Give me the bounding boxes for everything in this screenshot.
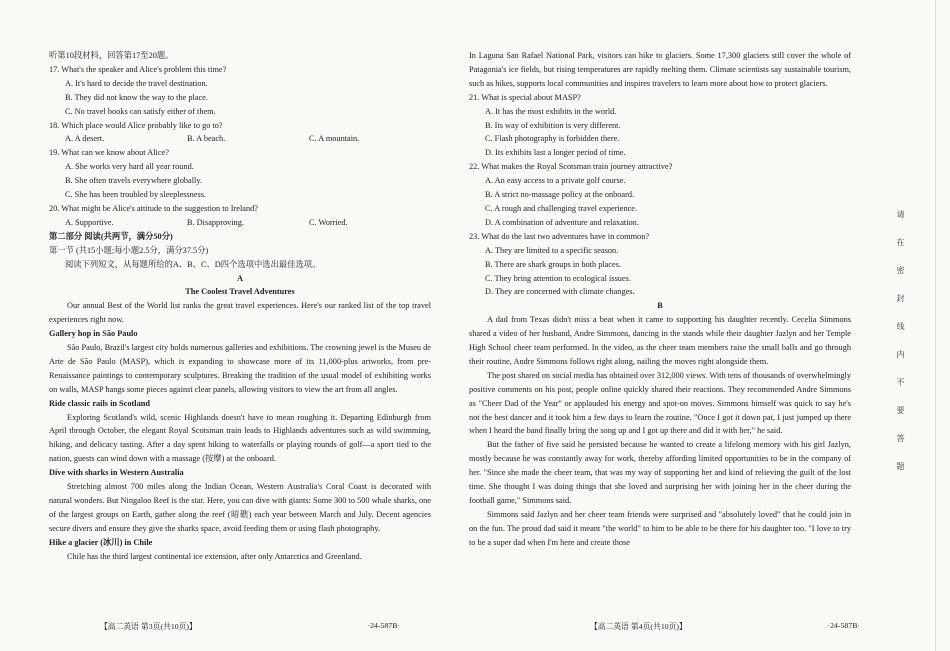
q18-options <box>49 132 431 146</box>
question-20: 20. What might be Alice's attitude to the suggestion to Ireland? <box>49 203 258 213</box>
q22-option-c: C. A rough and challenging travel experience. <box>485 203 638 213</box>
section-heading-scotland: Ride classic rails in Scotland <box>49 398 150 408</box>
question-18: 18. Which place would Alice probably like to go to? <box>49 120 223 130</box>
seal-line-note: 请在密封线内不要答题 <box>896 210 905 490</box>
q23-option-d: D. They are concerned with climate changes. <box>485 287 635 297</box>
passage-a-title: The Coolest Travel Adventures <box>185 287 295 297</box>
passage-b-paragraph-3: But the father of five said he persisted because he wanted to create a lifelong memory with his girl Jazlyn, mostly because he was constantly away for work, thereby affording limited opportunities to be in the company of her. "Since she made the cheer team, that was my way of supporting her and kind of relieving the guilt of the lost time. She thought I was doing things that she loved and surprising her with joining her in the cheer during the football game," Simmons said. <box>469 440 851 505</box>
q21-option-a: A. It has the most exhibits in the world. <box>485 106 617 116</box>
q20-option-a: A. Supportive. <box>65 217 114 227</box>
section-heading-australia: Dive with sharks in Western Australia <box>49 468 184 478</box>
passage-b-paragraph-4: Simmons said Jazlyn and her cheer team friends were surprised and "absolutely loved" that he could join in on the fun. The proud dad said it meant "the world" to him to be able to be there for his daughter too. "I love to try to be a super dad when I'm here and create those <box>469 509 851 547</box>
q19-option-b: B. She often travels everywhere globally. <box>65 176 203 186</box>
passage-a-intro: Our annual Best of the World list ranks the great travel experiences. Here's our ranked list of the top travel experiences right now. <box>49 301 431 325</box>
paragraph-australia: Stretching almost 700 miles along the Indian Ocean, Western Australia's Coral Coast is decorated with natural wonders. But Ningaloo Reef is the star. Here, you can dive with giants: Some 300 to 500 whale sharks, one of the largest groups on Earth, gather along the reef (暗礁) each year between March and July. Decent agencies secure divers and ensure they give the sharks space, avoid feeding them or using flash photography. <box>49 482 431 533</box>
passage-b-paragraph-2: The post shared on social media has obtained over 312,000 views. With tens of thousands of overwhelmingly positive comments on his post, people online quickly shared their reactions. They recommended Andre Simmons as "Cheer Dad of the Year" or applauded his energy and spot-on moves. Simmons himself was quick to say he's not the best dancer and it took him a few days to learn the routine. "Once I got it down pat, I just jumped up there when I heard the band finally bring the song up and I got up there and did it with her," he said. <box>469 370 851 436</box>
listening-instruction: 听第10段材料，回答第17至20题。 <box>49 51 174 60</box>
q22-option-b: B. A strict no-massage policy at the onboard. <box>485 190 635 200</box>
left-column <box>49 49 431 564</box>
q21-option-d: D. Its exhibits last a longer period of time. <box>485 148 626 158</box>
paragraph-chile-continued: In Laguna San Rafael National Park, visitors can hike to glaciers. Some 17,300 glaciers still cover the whole of Patagonia's ice fields, but rising temperatures are rapidly melting them. Climate scientists say sustainable tourism, such as hikes, supports local communities and inspires travelers to learn more about how to protect glaciers. <box>469 51 851 88</box>
q17-option-a: A. It's hard to decide the travel destination. <box>65 78 208 88</box>
passage-b-paragraph-1: A dad from Texas didn't miss a beat when it came to supporting his daughter recently. Cecelia Simmons shared a video of her husband, Andre Simmons, dancing in the stands while their daughter Jazlyn and her Temple High School cheer team performed. In the video, as the cheer team members raise the small balls and go through their routine, Andre Simmons follows right along, nailing the moves right alongside them. <box>469 315 851 366</box>
page-fold-line <box>935 0 936 651</box>
footer-left <box>100 621 400 632</box>
footer-right-code: ·24-587B· <box>827 621 860 630</box>
question-21: 21. What is special about MASP? <box>469 92 581 102</box>
section-heading-sao-paulo: Gallery hop in São Paulo <box>49 329 138 339</box>
passage-b-letter: B <box>657 301 663 311</box>
footer-right <box>590 621 860 632</box>
paragraph-sao-paulo: São Paulo, Brazil's largest city holds numerous galleries and exhibitions. The crowning jewel is the Museu de Arte de São Paulo (MASP), which is expanding to showcase more of its 11,000-plus artworks, from pre-Renaissance paintings to contemporary sculptures. Breaking the tradition of the usual model of exhibiting works on walls, MASP hangs some pieces against clear panels, allowing visitors to view the art from all angles. <box>49 343 431 394</box>
q17-option-b: B. They did not know the way to the place. <box>65 92 208 102</box>
section-heading-chile: Hike a glacier (冰川) in Chile <box>49 537 153 547</box>
question-19: 19. What can we know about Alice? <box>49 148 169 158</box>
q20-options <box>49 216 431 230</box>
q19-option-a: A. She works very hard all year round. <box>65 162 194 172</box>
q23-option-c: C. They bring attention to ecological issues. <box>485 273 631 283</box>
q22-option-d: D. A combination of adventure and relaxation. <box>485 217 639 227</box>
question-23: 23. What do the last two adventures have in common? <box>469 231 650 241</box>
q20-option-b: B. Disapproving. <box>187 217 244 227</box>
footer-right-page-label: 【高二英语 第4页(共10页)】 <box>590 622 687 631</box>
right-column <box>469 49 851 550</box>
q21-option-b: B. Its way of exhibition is very different. <box>485 120 621 130</box>
q21-option-c: C. Flash photography is forbidden there. <box>485 134 620 144</box>
paragraph-scotland: Exploring Scotland's wild, scenic Highlands doesn't have to mean roughing it. Departing Edinburgh from April through October, the elegant Royal Scotsman train leads to Highlands adventures such as wild swimming, hiking, and delicacy tasting. After a day spent hiking to waterfalls or playing rounds of golf—a sport tied to the nation, guests can wind down with a massage (按摩) at the onboard. <box>49 412 431 464</box>
q23-option-a: A. They are limited to a specific season. <box>485 245 619 255</box>
q19-option-c: C. She has been troubled by sleeplessness. <box>65 190 207 200</box>
footer-left-page-label: 【高二英语 第3页(共10页)】 <box>100 622 197 631</box>
q18-option-c: C. A mountain. <box>309 134 360 144</box>
q17-option-c: C. No travel books can satisfy either of them. <box>65 106 216 116</box>
paragraph-chile-start: Chile has the third largest continental ice extension, after only Antarctica and Greenland. <box>67 551 362 561</box>
passage-a-letter: A <box>237 273 243 283</box>
q22-option-a: A. An easy access to a private golf course. <box>485 176 626 186</box>
question-22: 22. What makes the Royal Scotsman train journey attractive? <box>469 162 673 172</box>
reading-instruction: 阅读下列短文，从每题所给的A、B、C、D四个选项中选出最佳选项。 <box>65 259 321 269</box>
q18-option-a: A. A desert. <box>65 134 105 144</box>
part-two-heading: 第二部分 阅读(共两节，满分50分) <box>49 231 173 241</box>
q18-option-b: B. A beach. <box>187 134 226 144</box>
q23-option-b: B. There are shark groups in both places. <box>485 259 622 269</box>
q20-option-c: C. Worried. <box>309 217 348 227</box>
footer-left-code: ·24-587B· <box>367 621 400 630</box>
question-17: 17. What's the speaker and Alice's problem this time? <box>49 64 227 74</box>
section-one-heading: 第一节 (共15小题;每小题2.5分，满分37.5分) <box>49 245 209 255</box>
